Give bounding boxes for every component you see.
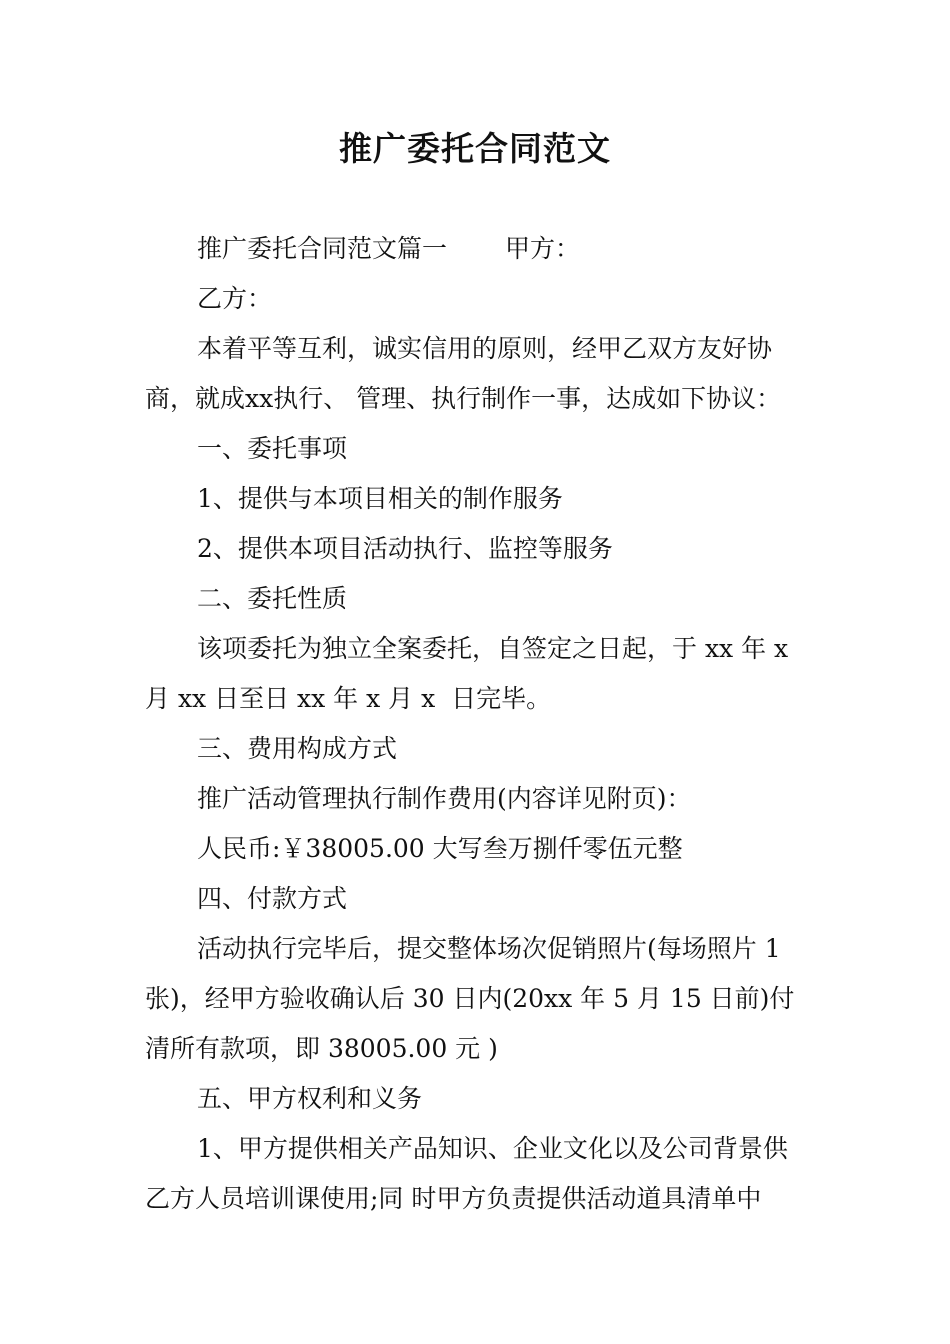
paragraph-party-a-duty-1: 1、甲方提供相关产品知识、企业文化以及公司背景供乙方人员培训课使用;同 时甲方负责提供活动道具清单中	[145, 1134, 788, 1213]
list-item-2: 2、提供本项目活动执行、监控等服务	[197, 534, 613, 563]
paragraph-preamble: 本着平等互利，诚实信用的原则，经甲乙双方友好协商，就成xx执行、 管理、执行制作一事，达成如下协议：	[145, 334, 782, 413]
paragraph-amount: 人民币:￥38005.00 大写叁万捌仟零伍元整	[197, 834, 683, 863]
section-heading-3: 三、费用构成方式	[197, 734, 398, 763]
section-heading-1: 一、委托事项	[197, 434, 348, 463]
paragraph-payment: 活动执行完毕后，提交整体场次促销照片(每场照片 1 张)，经甲方验收确认后 30 日内(20xx 年 5 月 15 日前)付清所有款项，即 38005.00 元 )	[145, 934, 795, 1063]
document-title: 推广委托合同范文	[339, 129, 611, 168]
section-heading-4: 四、付款方式	[197, 884, 348, 913]
document-body	[145, 224, 810, 1224]
section-title: 推广委托合同范文篇一	[197, 234, 448, 263]
section-heading-5: 五、甲方权利和义务	[197, 1084, 423, 1113]
party-a-label: 甲方：	[505, 234, 581, 263]
paragraph-fee: 推广活动管理执行制作费用(内容详见附页)：	[197, 784, 692, 813]
list-item-1: 1、提供与本项目相关的制作服务	[197, 484, 563, 513]
paragraph-heading-line	[145, 224, 810, 274]
paragraph-nature: 该项委托为独立全案委托，自签定之日起，于 xx 年 x 月 xx 日至日 xx 年 x 月 x 日完毕。	[145, 634, 797, 713]
section-heading-2: 二、委托性质	[197, 584, 348, 613]
party-b-label: 乙方：	[197, 284, 273, 313]
